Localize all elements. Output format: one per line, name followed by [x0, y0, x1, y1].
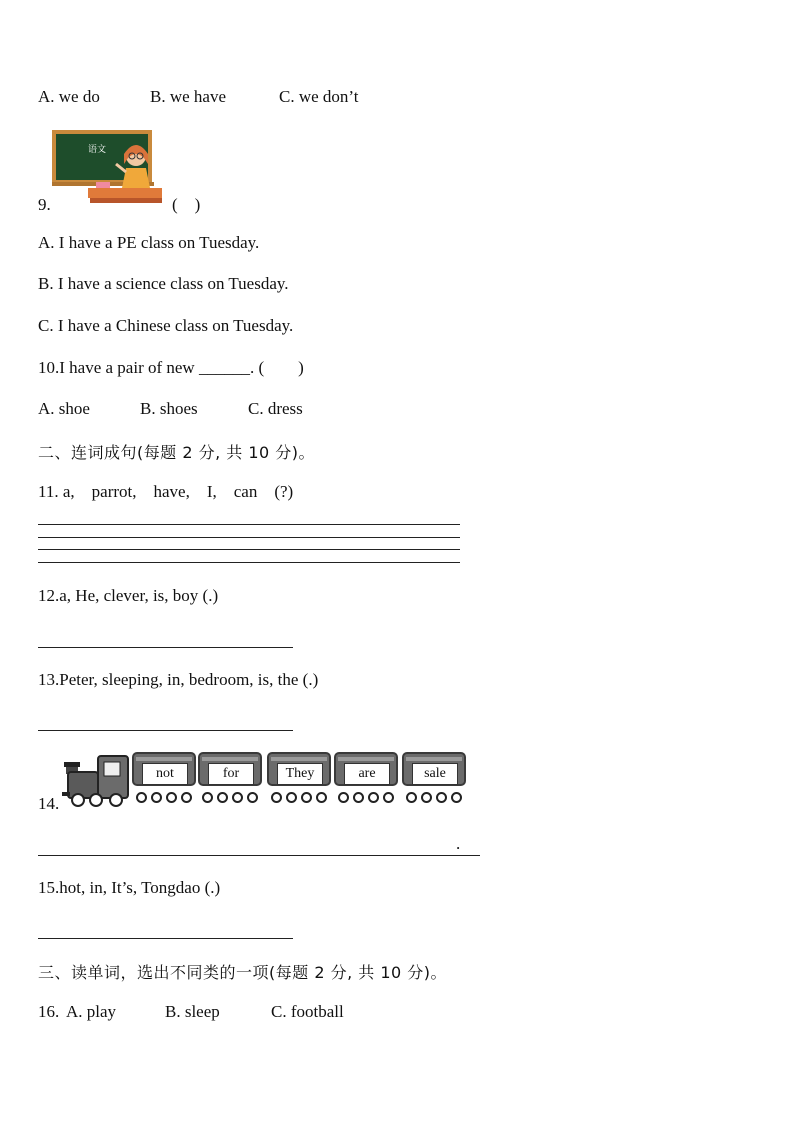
- q13-answer-line: [38, 730, 293, 731]
- blackboard-text: 语文: [88, 145, 107, 155]
- train-engine-icon: [62, 752, 132, 808]
- q16-row: [38, 1002, 438, 1022]
- q12-words: 12.a, He, clever, is, boy (.): [38, 586, 219, 605]
- q15-answer-line: [38, 938, 293, 939]
- train-car-1: [132, 752, 196, 794]
- q10-options: [38, 399, 438, 419]
- train-car-word: sale: [412, 763, 458, 785]
- q8-option-b: B. we have: [150, 87, 227, 106]
- q14-end-mark: .: [456, 834, 461, 853]
- q11-answer-line-3: [38, 549, 460, 550]
- q9-option-c: C. I have a Chinese class on Tuesday.: [38, 316, 294, 335]
- word-train: [62, 752, 470, 808]
- train-car-2: [198, 752, 262, 794]
- teacher-blackboard-icon: [52, 128, 164, 204]
- q9-answer-paren: ( ): [172, 195, 201, 214]
- train-car-word: not: [142, 763, 188, 785]
- q16-number: 16.: [38, 1002, 60, 1021]
- q9-number: 9.: [38, 195, 51, 214]
- train-car-4: [334, 752, 398, 794]
- q16-option-c: C. football: [271, 1002, 344, 1021]
- q8-option-a: A. we do: [38, 87, 100, 106]
- train-car-word: for: [208, 763, 254, 785]
- section-2-heading: 二、连词成句(每题 2 分, 共 10 分)。: [38, 443, 316, 462]
- q10-option-c: C. dress: [248, 399, 303, 418]
- q14-answer-line: [38, 855, 480, 856]
- q11-words: 11. a, parrot, have, I, can (?): [38, 482, 294, 501]
- q8-option-c: C. we don’t: [279, 87, 359, 106]
- train-car-3: [267, 752, 331, 794]
- q10-option-b: B. shoes: [140, 399, 198, 418]
- q15-words: 15.hot, in, It’s, Tongdao (.): [38, 878, 221, 897]
- q11-answer-line-2: [38, 537, 460, 538]
- train-car-word: They: [277, 763, 323, 785]
- q11-answer-line-4: [38, 562, 460, 563]
- q16-option-a: A. play: [66, 1002, 117, 1021]
- section-3-heading: 三、读单词，选出不同类的一项(每题 2 分, 共 10 分)。: [38, 963, 448, 982]
- q8-options: [38, 87, 438, 107]
- q10-option-a: A. shoe: [38, 399, 90, 418]
- train-car-5: [402, 752, 466, 794]
- q9-option-a: A. I have a PE class on Tuesday.: [38, 233, 260, 252]
- teacher-blackboard-image: [52, 128, 164, 204]
- q10-question: 10.I have a pair of new ______. ( ): [38, 358, 304, 377]
- train-car-word: are: [344, 763, 390, 785]
- q16-option-b: B. sleep: [165, 1002, 220, 1021]
- q11-answer-line-1: [38, 524, 460, 525]
- q13-words: 13.Peter, sleeping, in, bedroom, is, the (.): [38, 670, 319, 689]
- q9-option-b: B. I have a science class on Tuesday.: [38, 274, 289, 293]
- q14-number: 14.: [38, 794, 60, 813]
- q12-answer-line: [38, 647, 293, 648]
